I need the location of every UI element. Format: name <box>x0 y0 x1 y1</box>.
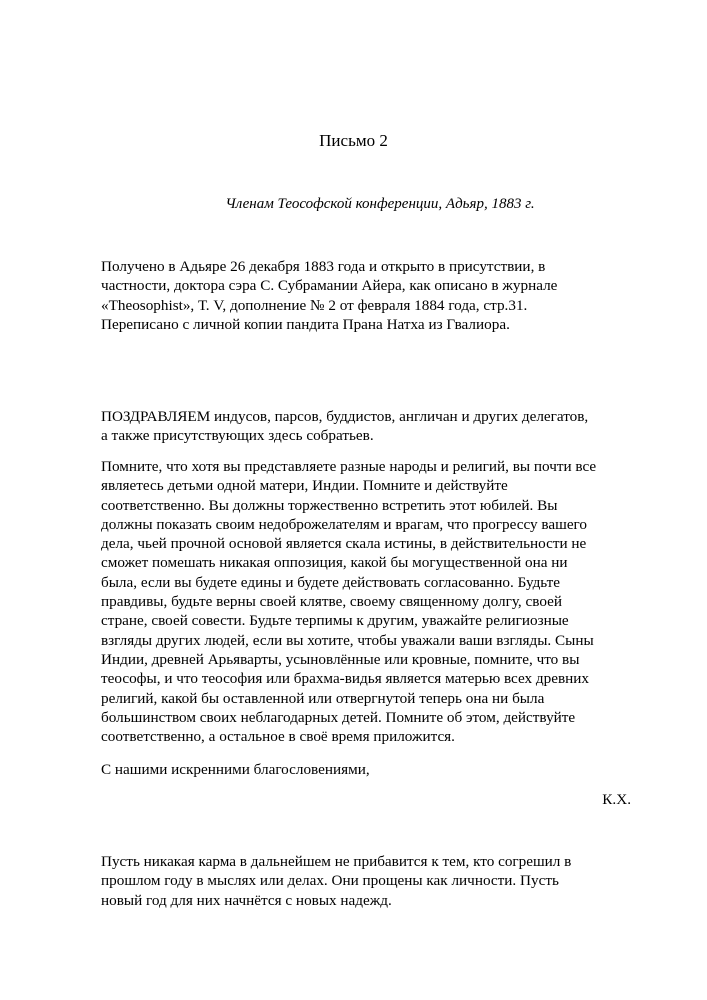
letter-subtitle: Членам Теософской конференции, Адьяр, 1883 г. <box>225 196 535 212</box>
greeting-paragraph <box>101 407 661 446</box>
letter-title: Письмо 2 <box>319 131 388 150</box>
closing-line: С нашими искренними благословениями, <box>101 761 370 778</box>
body-line: теософы, и что теософия или брахма-видья является матерью всех древних <box>101 670 590 688</box>
body-line: соответственно, а остальное в своё время приложится. <box>101 728 455 746</box>
postscript-line: Пусть никакая карма в дальнейшем не прибавится к тем, кто согрешил в <box>101 853 572 870</box>
body-paragraph <box>101 457 661 746</box>
body-line: дела, чьей прочной основой является скала истины, в действительности не <box>101 535 587 553</box>
body-line: была, если вы будете едины и будете действовать согласованно. Будьте <box>101 573 561 591</box>
intro-line: Получено в Адьяре 26 декабря 1883 года и открыто в присутствии, в <box>101 258 546 275</box>
greeting-line: а также присутствующих здесь собратьев. <box>101 427 374 445</box>
postscript-paragraph <box>101 852 661 910</box>
body-line: сможет помешать никакая оппозиция, какой бы могущественной она ни <box>101 554 568 572</box>
intro-line: Переписано с личной копии пандита Прана Натха из Гвалиора. <box>101 315 510 333</box>
body-line: являетесь детьми одной матери, Индии. Помните и действуйте <box>101 477 508 495</box>
body-line: религий, какой бы оставленной или отвергнутой теперь она ни была <box>101 689 545 707</box>
body-line: Помните, что хотя вы представляете разные народы и религий, вы почти все <box>101 458 597 475</box>
intro-line: «Theosophist», Т. V, дополнение № 2 от февраля 1884 года, стр.31. <box>101 296 528 314</box>
postscript-line: новый год для них начнётся с новых надежд. <box>101 891 392 909</box>
body-line: правдивы, будьте верны своей клятве, своему священному долгу, своей <box>101 593 562 611</box>
body-line: взгляды других людей, если вы хотите, чтобы уважали ваши взгляды. Сыны <box>101 631 594 649</box>
body-line: соответственно. Вы должны торжественно встретить этот юбилей. Вы <box>101 496 558 514</box>
intro-paragraph <box>101 257 661 334</box>
greeting-line: ПОЗДРАВЛЯЕМ индусов, парсов, буддистов, англичан и других делегатов, <box>101 408 589 425</box>
body-line: большинством своих неблагодарных детей. Помните об этом, действуйте <box>101 708 576 726</box>
body-line: Индии, древней Арьяварты, усыновлённые или кровные, помните, что вы <box>101 650 580 668</box>
body-line: должны показать своим недоброжелателям и врагам, что прогрессу вашего <box>101 515 588 533</box>
body-line: стране, своей совести. Будьте терпимы к другим, уважайте религиозные <box>101 612 569 630</box>
signature: К.Х. <box>602 791 631 808</box>
intro-line: частности, доктора сэра С. Субрамании Айера, как описано в журнале <box>101 277 558 295</box>
postscript-line: прошлом году в мыслях или делах. Они прощены как личности. Пусть <box>101 872 559 890</box>
